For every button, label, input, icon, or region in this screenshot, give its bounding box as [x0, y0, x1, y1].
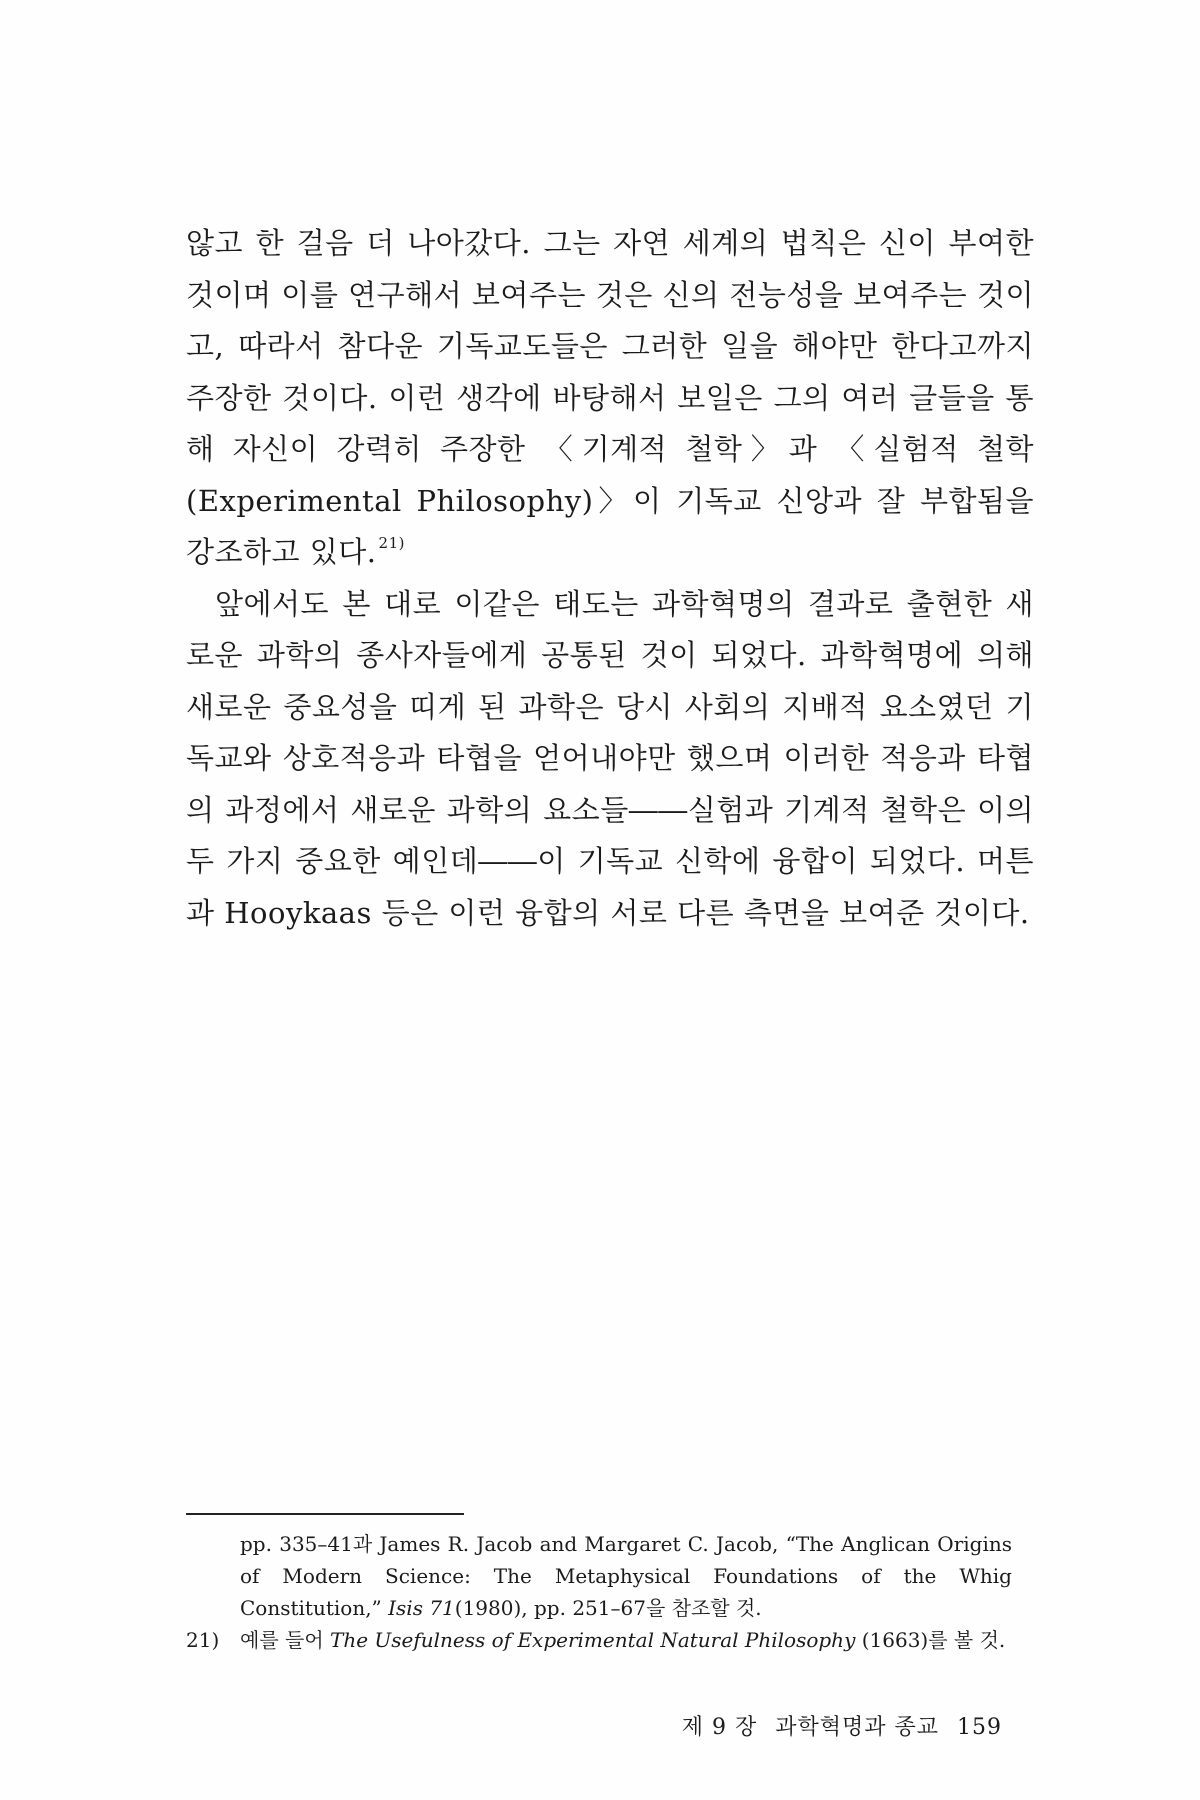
- page-number: 159: [957, 1715, 1002, 1740]
- journal-volume: 71: [422, 1596, 455, 1620]
- paragraph: [186, 218, 1034, 579]
- footnote-text: 예를 들어: [240, 1628, 330, 1652]
- chapter-title: 과학혁명과 종교: [775, 1715, 939, 1740]
- footnote-divider: [186, 1513, 464, 1515]
- paragraph-text: 않고 한 걸음 더 나아갔다. 그는 자연 세계의 법칙은 신이 부여한 것이며 이를 연구해서 보여주는 것은 신의 전능성을 보여주는 것이고, 따라서 참다운 기독교도들은 그러한 일을 해야만 한다고까지 주장한 것이다. 이런 생각에 바탕해서 보일은 그의 여러 글들을 통해 자신이 강력히 주장한 〈기계적 철학〉과 〈실험적 철학(Experimental Philosophy)〉이 기독교 신앙과 잘 부합됨을 강조하고 있다.: [186, 226, 1034, 569]
- footnote-continuation: [186, 1528, 1012, 1624]
- paragraph: 앞에서도 본 대로 이같은 태도는 과학혁명의 결과로 출현한 새로운 과학의 종사자들에게 공통된 것이 되었다. 과학혁명에 의해 새로운 중요성을 띠게 된 과학은 당시 사회의 지배적 요소였던 기독교와 상호적응과 타협을 얻어내야만 했으며 이러한 적응과 타협의 과정에서 새로운 과학의 요소들――실험과 기계적 철학은 이의 두 가지 중요한 예인데――이 기독교 신학에 융합이 되었다. 머튼과 Hooykaas 등은 이런 융합의 서로 다른 측면을 보여준 것이다.: [186, 586, 1034, 930]
- footnote-text: pp. 335–41과 James R. Jacob and Margaret C. Jacob, “The Anglican Origins of Modern Science: The Metaphysical Foundations of the Whig Constitution,”: [240, 1532, 1012, 1620]
- journal-title: Isis: [388, 1596, 423, 1620]
- chapter-label: 제 9 장: [681, 1715, 758, 1740]
- main-text: [186, 218, 1034, 939]
- footnote-body: [240, 1624, 1012, 1656]
- book-title: The Usefulness of Experimental Natural Philosophy: [330, 1628, 856, 1652]
- footnote-text: (1980), pp. 251–67을 참조할 것.: [454, 1596, 762, 1620]
- running-footer: [682, 1710, 1002, 1741]
- footnote-number: 21): [186, 1628, 220, 1652]
- footnotes: [186, 1528, 1012, 1656]
- footnote-reference: 21): [378, 534, 405, 552]
- footnote-21: [186, 1624, 1012, 1656]
- footnote-text: (1663)를 볼 것.: [855, 1628, 1006, 1652]
